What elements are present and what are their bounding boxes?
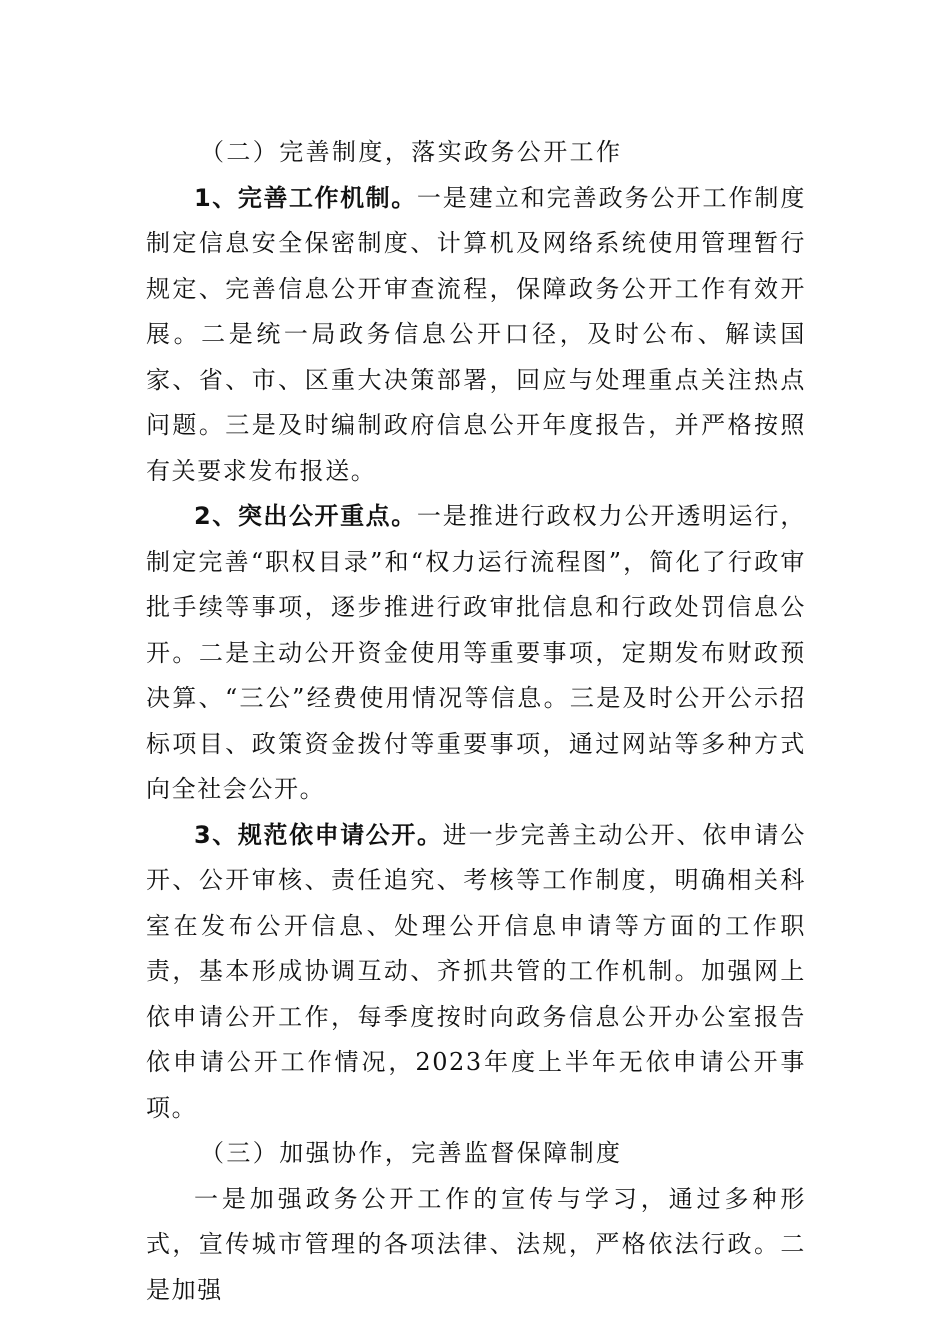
item-1-paragraph [146, 176, 806, 495]
section-3-paragraph: 一是加强政务公开工作的宣传与学习，通过多种形式，宣传城市管理的各项法律、法规，严格依法行政。二是加强 [146, 1184, 806, 1304]
document-body [146, 130, 806, 1313]
section-3-heading: （三）加强协作，完善监督保障制度 [200, 1139, 623, 1167]
item-3-body: 进一步完善主动公开、依申请公开、公开审核、责任追究、考核等工作制度，明确相关科室在发布公开信息、处理公开信息申请等方面的工作职责，基本形成协调互动、齐抓共管的工作机制。加强网上依申请公开工作，每季度按时向政务信息公开办公室报告依申请公开工作情况，2023年度上半年无依申请公开事项。 [146, 820, 807, 1122]
item-1-lead: 1、完善工作机制。 [194, 183, 417, 212]
item-3-lead: 3、规范依申请公开。 [194, 820, 443, 849]
item-2-lead: 2、突出公开重点。 [194, 502, 417, 530]
section-2-heading: （二）完善制度，落实政务公开工作 [200, 138, 623, 166]
item-1-body: 一是建立和完善政务公开工作制度制定信息安全保密制度、计算机及网络系统使用管理暂行规定、完善信息公开审查流程，保障政务公开工作有效开展。二是统一局政务信息公开口径，及时公布、解读国家、省、市、区重大决策部署，回应与处理重点关注热点问题。三是及时编制政府信息公开年度报告，并严格按照有关要求发布报送。 [146, 183, 807, 485]
item-2-body: 一是推进行政权力公开透明运行，制定完善“职权目录”和“权力运行流程图”，简化了行政审批手续等事项，逐步推进行政审批信息和行政处罚信息公开。二是主动公开资金使用等重要事项，定期发布财政预决算、“三公”经费使用情况等信息。三是及时公开公示招标项目、政策资金拨付等重要事项，通过网站等多种方式向全社会公开。 [146, 502, 807, 803]
item-2-paragraph [146, 494, 806, 813]
item-3-paragraph [146, 813, 806, 1132]
